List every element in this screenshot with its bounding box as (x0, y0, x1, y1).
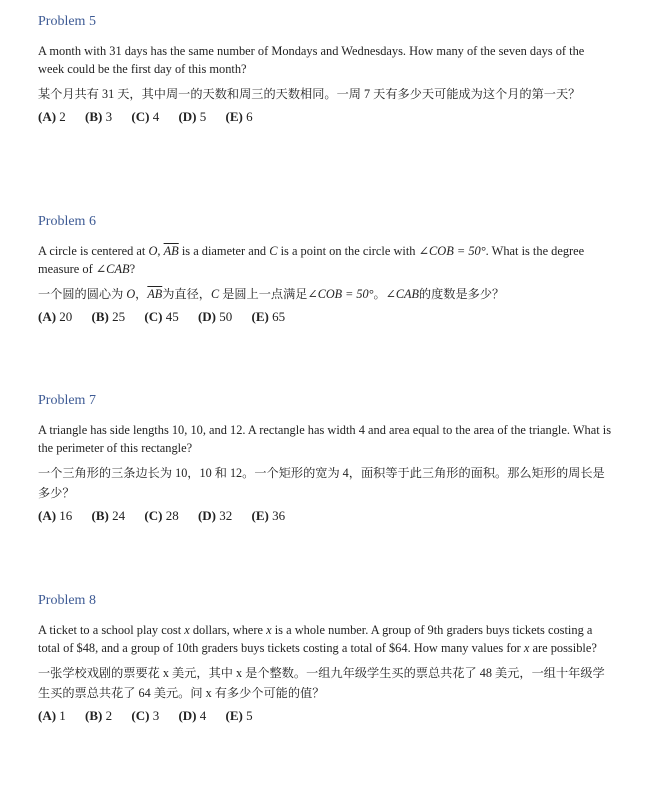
choice-a: (A) 1 (38, 708, 66, 723)
problem-text-chinese: 一个圆的圆心为 O，$\overline{AB}$为直径，C 是圆上一点满足∠COB = 50°。∠CAB的度数是多少？ (38, 287, 505, 301)
choice-c: (C) 45 (144, 309, 179, 324)
answer-choices (38, 707, 613, 725)
choice-c: (C) 3 (131, 708, 160, 723)
choice-e: (E) 6 (225, 109, 253, 124)
answer-choices (38, 108, 613, 126)
choice-b: (B) 3 (85, 109, 113, 124)
problem-text-english: A triangle has side lengths 10, 10, and 12. A rectangle has width 4 and area equal to the area of the triangle. What is the perimeter of this rectangle? (38, 423, 612, 455)
choice-b: (B) 25 (91, 309, 126, 324)
problem-text-chinese: 某个月共有 31 天，其中周一的天数和周三的天数相同。一周 7 天有多少天可能成为这个月的第一天？ (38, 87, 581, 101)
choice-d: (D) 4 (178, 708, 207, 723)
choice-a: (A) 20 (38, 309, 73, 324)
choice-a: (A) 16 (38, 508, 73, 523)
problem-5 (38, 14, 613, 126)
problem-title: Problem 7 (38, 393, 96, 408)
choice-b: (B) 2 (85, 708, 113, 723)
problem-7 (38, 393, 613, 525)
problem-title: Problem 8 (38, 593, 96, 608)
problem-6 (38, 214, 613, 326)
problem-text-chinese: 一个三角形的三条边长为 10，10 和 12。一个矩形的宽为 4，面积等于此三角形的面积。那么矩形的周长是多少？ (38, 466, 605, 500)
problem-8 (38, 593, 613, 725)
choice-b: (B) 24 (91, 508, 126, 523)
choice-e: (E) 65 (251, 309, 286, 324)
problem-text-english: A ticket to a school play cost x dollars, where x is a whole number. A group of 9th graders buys tickets costing a total of $48, and a group of 10th graders buys tickets costing a total of $64. How many values for x are possible? (38, 623, 597, 655)
problem-text-chinese: 一张学校戏剧的票要花 x 美元，其中 x 是个整数。一组九年级学生买的票总共花了 48 美元，一组十年级学生买的票总共花了 64 美元。问 x 有多少个可能的值？ (38, 666, 605, 700)
choice-d: (D) 50 (197, 309, 233, 324)
answer-choices (38, 507, 613, 525)
choice-a: (A) 2 (38, 109, 66, 124)
choice-e: (E) 5 (225, 708, 253, 723)
problem-title: Problem 6 (38, 214, 96, 229)
problem-text-english: A circle is centered at O, $\overline{AB}$ is a diameter and C is a point on the circle with ∠COB = 50°. What is the degree measure of ∠CAB? (38, 244, 585, 276)
choice-c: (C) 4 (131, 109, 160, 124)
choice-d: (D) 5 (178, 109, 207, 124)
choice-e: (E) 36 (251, 508, 286, 523)
choice-d: (D) 32 (197, 508, 233, 523)
problem-text-english: A month with 31 days has the same number of Mondays and Wednesdays. How many of the seven days of the week could be the first day of this month? (38, 44, 585, 76)
problem-title: Problem 5 (38, 14, 96, 29)
choice-c: (C) 28 (144, 508, 179, 523)
answer-choices (38, 308, 613, 326)
